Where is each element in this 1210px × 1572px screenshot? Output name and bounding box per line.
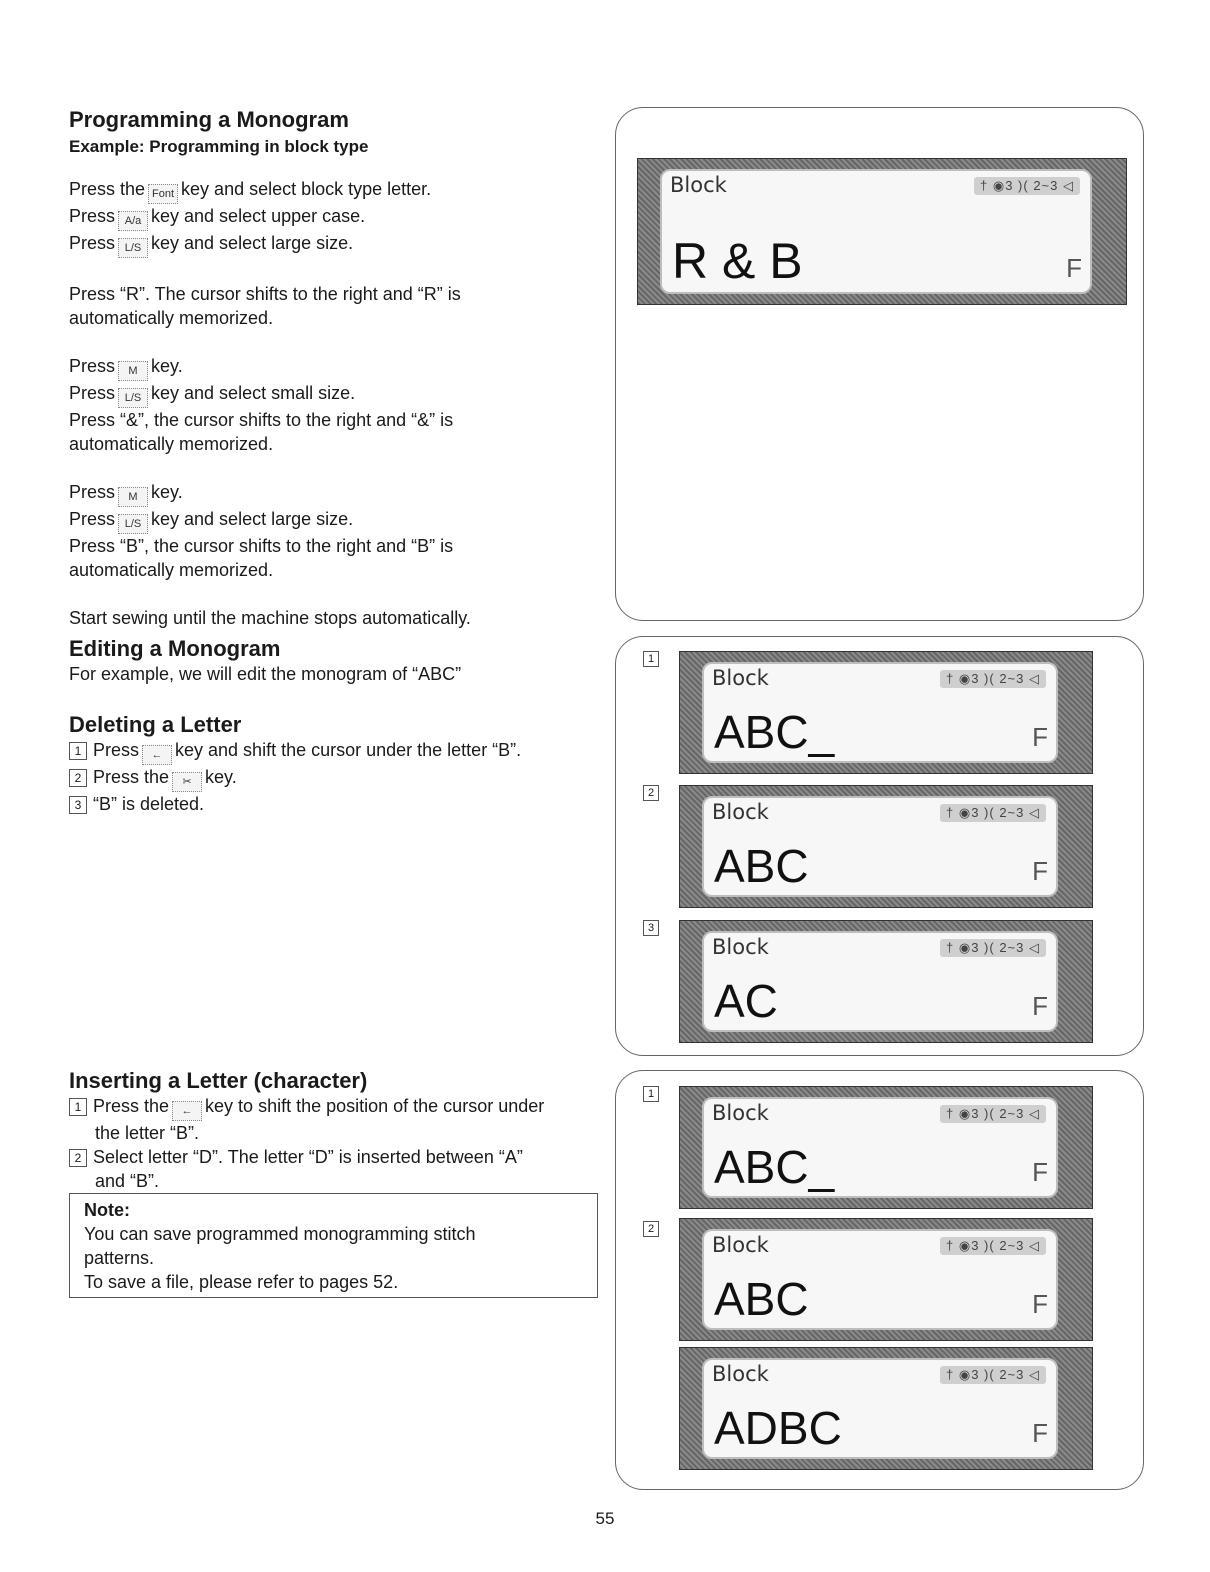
delete-step-1: 1 Press ← key and shift the cursor under the letter “B”. xyxy=(69,738,609,765)
case-key-icon: A/a xyxy=(118,211,148,231)
lcd-monogram-text: R & B xyxy=(672,233,803,289)
presser-foot-icon: F xyxy=(1066,253,1082,283)
lcd-screen-insert-3 xyxy=(679,1347,1093,1470)
insert-step-1: 1 Press the ← key to shift the position of the cursor under xyxy=(69,1094,609,1121)
lcd-screen-insert-1 xyxy=(679,1086,1093,1209)
lcd-screen-delete-3 xyxy=(679,920,1093,1043)
lcd-mode-label: Block xyxy=(670,173,727,197)
left-arrow-key-icon: ← xyxy=(172,1101,202,1121)
lcd-monogram-text: ABC_ xyxy=(714,1141,835,1193)
step-line: Press A/a key and select upper case. xyxy=(69,204,599,231)
lcd-screen-delete-1 xyxy=(679,651,1093,774)
lcd-mode-label: Block xyxy=(712,666,769,690)
lcd-monogram-text: ABC xyxy=(714,1273,809,1325)
programming-para-b: Press M key. Press L/S key and select large size. Press “B”, the cursor shifts to the right and “B” is automatically memorized. xyxy=(69,482,454,580)
screen-step-number: 1 xyxy=(643,651,659,667)
size-key-icon: L/S xyxy=(118,514,148,534)
lcd-mode-label: Block xyxy=(712,1101,769,1125)
memory-key-icon: M xyxy=(118,361,148,381)
presser-foot-icon: F xyxy=(1032,1289,1048,1319)
presser-foot-icon: F xyxy=(1032,722,1048,752)
delete-step-3: 3 “B” is deleted. xyxy=(69,792,609,816)
presser-foot-icon: F xyxy=(1032,991,1048,1021)
lcd-screen-main xyxy=(637,158,1127,305)
lcd-status-icons: † ◉3 )( 2~3 ◁ xyxy=(940,1366,1046,1384)
lcd-status-icons: † ◉3 )( 2~3 ◁ xyxy=(940,939,1046,957)
lcd-monogram-text: AC xyxy=(714,975,778,1027)
programming-section xyxy=(69,107,599,630)
lcd-status-icons: † ◉3 )( 2~3 ◁ xyxy=(940,1237,1046,1255)
lcd-status-icons: † ◉3 )( 2~3 ◁ xyxy=(940,1105,1046,1123)
delete-key-icon: ✂ xyxy=(172,772,202,792)
step-line: Press the Font key and select block type letter. xyxy=(69,177,599,204)
editing-section xyxy=(69,636,599,686)
programming-title: Programming a Monogram xyxy=(69,107,349,132)
presser-foot-icon: F xyxy=(1032,856,1048,886)
lcd-mode-label: Block xyxy=(712,1233,769,1257)
lcd-mode-label: Block xyxy=(712,1362,769,1386)
delete-step-2: 2 Press the ✂ key. xyxy=(69,765,609,792)
step-line: Press L/S key and select large size. xyxy=(69,231,599,258)
lcd-screen-delete-2 xyxy=(679,785,1093,908)
presser-foot-icon: F xyxy=(1032,1418,1048,1448)
font-key-icon: Font xyxy=(148,184,178,204)
note-title: Note: xyxy=(84,1200,130,1220)
programming-para-amp: Press M key. Press L/S key and select small size. Press “&”, the cursor shifts to the right and “&” is automatically memorized. xyxy=(69,356,454,454)
programming-subtitle: Example: Programming in block type xyxy=(69,137,369,156)
insert-step-2: 2 Select letter “D”. The letter “D” is inserted between “A” xyxy=(69,1145,609,1169)
presser-foot-icon: F xyxy=(1032,1157,1048,1187)
deleting-title: Deleting a Letter xyxy=(69,712,242,737)
lcd-mode-label: Block xyxy=(712,935,769,959)
left-arrow-key-icon: ← xyxy=(142,745,172,765)
programming-para-r: Press “R”. The cursor shifts to the right and “R” is automatically memorized. xyxy=(69,284,461,328)
lcd-monogram-text: ADBC xyxy=(714,1402,842,1454)
memory-key-icon: M xyxy=(118,487,148,507)
inserting-title: Inserting a Letter (character) xyxy=(69,1068,368,1093)
inserting-section: Inserting a Letter (character) 1 Press the ← key to shift the position of the cursor under the letter “B”. 2 Select letter “D”. The letter “D” is inserted between “A” and “B”. xyxy=(69,1068,609,1193)
screen-step-number: 3 xyxy=(643,920,659,936)
lcd-mode-label: Block xyxy=(712,800,769,824)
editing-title: Editing a Monogram xyxy=(69,636,281,661)
deleting-section xyxy=(69,712,609,816)
note-box: Note: You can save programmed monogramming stitch patterns. To save a file, please refer to pages 52. xyxy=(69,1193,598,1298)
page-number: 55 xyxy=(595,1509,615,1528)
lcd-status-icons: † ◉3 )( 2~3 ◁ xyxy=(940,670,1046,688)
lcd-monogram-text: ABC xyxy=(714,840,809,892)
lcd-status-icons: † ◉3 )( 2~3 ◁ xyxy=(940,804,1046,822)
lcd-monogram-text: ABC_ xyxy=(714,706,835,758)
editing-intro: For example, we will edit the monogram of “ABC” xyxy=(69,664,462,684)
programming-steps xyxy=(69,177,599,258)
size-key-icon: L/S xyxy=(118,238,148,258)
screen-step-number: 2 xyxy=(643,1221,659,1237)
screen-step-number: 1 xyxy=(643,1086,659,1102)
lcd-status-icons: † ◉3 )( 2~3 ◁ xyxy=(974,177,1080,195)
screen-step-number: 2 xyxy=(643,785,659,801)
size-key-icon: L/S xyxy=(118,388,148,408)
programming-final: Start sewing until the machine stops automatically. xyxy=(69,608,471,628)
lcd-screen-insert-2 xyxy=(679,1218,1093,1341)
